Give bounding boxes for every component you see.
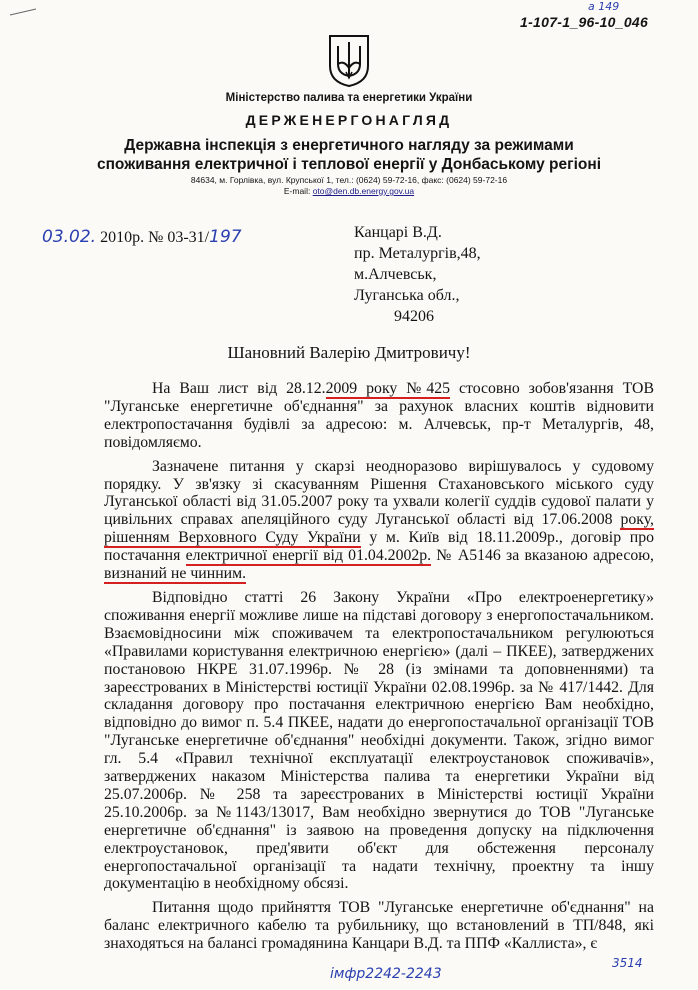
greeting: Шановний Валерію Дмитровичу! — [227, 343, 471, 362]
recipient-postcode: 94206 — [394, 308, 434, 325]
underlined-court: року, рішенням Верховного Суду України — [104, 511, 654, 547]
inspection-title — [0, 136, 698, 174]
corner-handwriting: а 149 — [588, 0, 620, 13]
paragraph-1: На Ваш лист від 28.12.2009 року №425 стосовно зобов'язання ТОВ "Луганське енергетичне об'єднання" за рахунок власних коштів відновити електропостачання будівлі за адресою: м. Алчевськ, пр-т Металургів, 48, повідомляємо. — [104, 380, 655, 451]
paragraph-2: Зазначене питання у скарзі неодноразово вирішувалось у судовому порядку. У зв'язку зі скасуванням Рішення Стахановського міського суду Луганської області від 31.05.2007 року та ухвали колегії суддів судової палати у цивільних справах апеляційного суду Луганської області від 17.06.2008 року, рішенням Верховного Суду України у м. Київ від 18.11.2009р., договір про постачання електричної енергії від 01.04.2002р. № А5146 за вказаною адресою, визнаний не чинним. — [104, 457, 654, 583]
paragraph-3: Відповідно статті 26 Закону України «Про електроенергетику» споживання енергії можливе лише на підставі договору з енергопостачальником. Взаємовідносини між споживачем та електропостачальником регулюються «Правилами користування електричною енергією» (далі – ПКЕЕ), затверджених постановою НКРЕ 31.07.1996р. № 28 (із змінами та доповненнями) та зареєстрованих в Міністерстві юстиції України 02.08.1996р. за № 417/1442. Для складання договору про постачання електричною енергією Вам необхідно, відповідно до вимог п. 5.4 ПКЕЕ, надати до енергопостачальної організації ТОВ "Луганське енергетичне об'єднання" необхідні документи. Також, згідно вимог гл. 5.4 «Правил технічної експлуатації електроустановок споживачів», затверджених наказом Міністерства палива та енергетики України від 25.07.2006р. № 258 та зареєстрованих в Міністерстві юстиції України 25.10.2006р. за №1143/13017, Вам необхідно звернутися до ТОВ "Луганське енергетичне об'єднання" із заявою на проведення допуску на підключення електроустановок, пред'явити об'єкт для обстеження персоналу енергопостачальної організації та надати технічну, проектну та іншу документацію в необхідному обсязі. — [104, 588, 654, 893]
date-handwritten: 03.02. — [42, 227, 97, 247]
recipient-block — [354, 222, 481, 327]
inspection-line-1: Державна інспекція з енергетичного нагляду за режимами — [124, 137, 574, 154]
recipient-street: пр. Металургів,48, — [354, 245, 481, 262]
email-link[interactable]: oto@den.db.energy.gov.ua — [312, 186, 415, 196]
agency-name: ДЕРЖЕНЕРГОНАГЛЯД — [245, 112, 453, 128]
address-block — [0, 175, 698, 197]
number-handwritten: 197 — [209, 227, 242, 247]
ministry-name: Міністерство палива та енергетики України — [225, 92, 473, 104]
underlined-invalid: визнаний не чинним. — [104, 565, 247, 583]
footer-handwriting: імфр2242-2243 — [330, 966, 442, 982]
address-line: 84634, м. Горлівка, вул. Крупської 1, тел.: (0624) 59-72-16, факс: (0624) 59-72-16 — [190, 175, 508, 185]
date-printed: 2010р. № 03-31/ — [100, 229, 210, 246]
underlined-contract: електричної енергії від 01.04.2002р. — [185, 547, 432, 565]
underlined-ref: 2009 року №425 — [325, 380, 451, 397]
outgoing-date-number — [42, 227, 242, 247]
corner-mark — [8, 4, 38, 14]
recipient-name: Канцарі В.Д. — [354, 224, 442, 241]
recipient-region: Луганська обл., — [354, 287, 460, 304]
document-code: 1-107-1_96-10_046 — [520, 14, 649, 30]
paragraph-4: Питання щодо прийняття ТОВ "Луганське енергетичне об'єднання" на баланс електричного кабелю та рубильнику, що встановлений в ТП/848, які знаходяться на балансі громадянина Канцари В.Д. та ППФ «Каллиста», є — [104, 899, 654, 953]
page-mark-handwriting: 3514 — [612, 956, 643, 970]
email-label: E-mail: — [283, 186, 311, 196]
recipient-city: м.Алчевськ, — [354, 266, 437, 283]
letter-body — [104, 380, 654, 959]
trident-emblem-icon — [326, 32, 372, 88]
inspection-line-2: споживання електричної і теплової енергії у Донбаському регіоні — [96, 156, 602, 173]
